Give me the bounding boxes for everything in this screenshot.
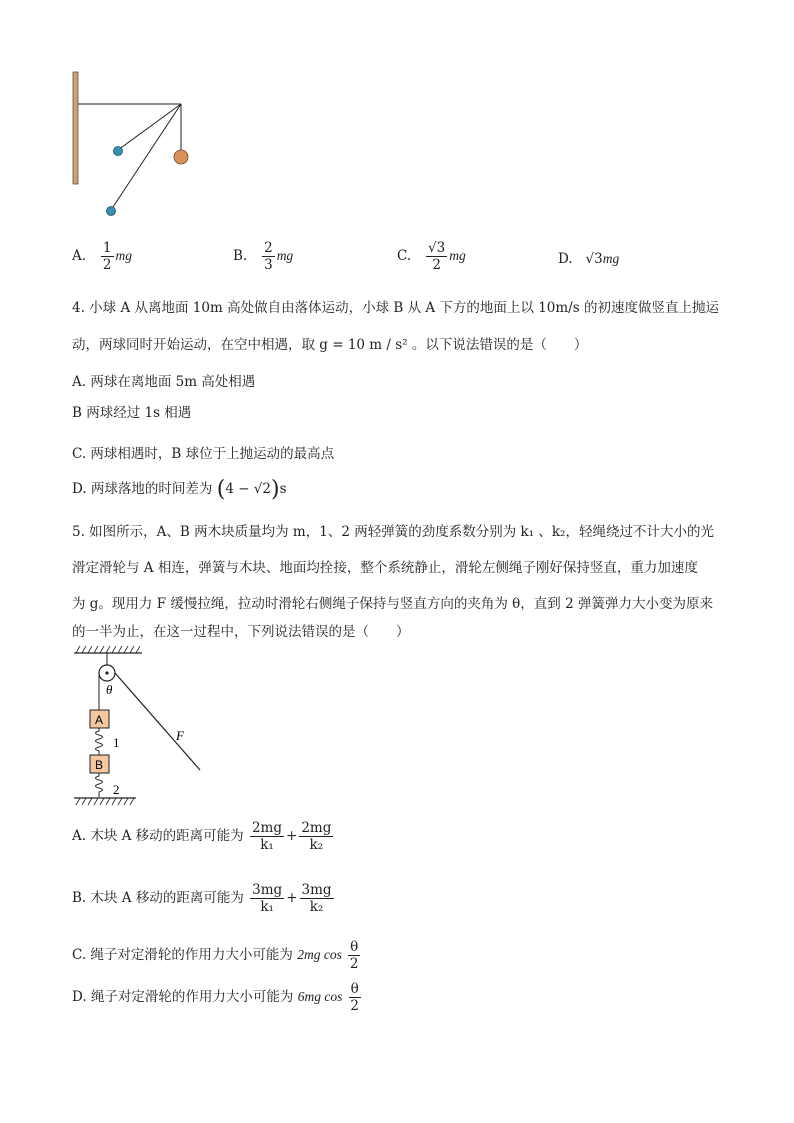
q5-option-b[interactable]: B. 木块 A 移动的距离可能为 $\frac{3mg}{\text{k₁}}$ + $\frac{3mg}{\text{k₂}}$: [72, 882, 332, 915]
q3-option-b[interactable]: B. $\frac{2}{3}$ mg: [233, 240, 294, 273]
pendulum-figure: [60, 68, 200, 220]
wall: [73, 72, 78, 184]
q4-stem-line2: 动，两球同时开始运动，在空中相遇，取 g = 10 m / s² 。以下说法错误的是（ ）: [72, 337, 588, 353]
option-text: D. 两球落地的时间差为: [72, 481, 213, 497]
coef: 2mg cos: [297, 947, 342, 962]
half-angle: $\frac{\theta}{2}$: [349, 939, 359, 972]
spring-2: [96, 773, 103, 797]
q5-option-c[interactable]: [72, 939, 362, 972]
q5-option-a[interactable]: A. 木块 A 移动的距离可能为 $\frac{2mg}{\text{k₁}}$ + $\frac{2mg}{\text{k₂}}$: [72, 820, 332, 853]
option-text: D. 绳子对定滑轮的作用力大小可能为: [72, 989, 294, 1005]
q5-option-d[interactable]: [72, 981, 363, 1014]
fraction: $\frac{2}{3}$: [264, 240, 273, 273]
pulley-spring-figure: [70, 642, 210, 812]
option-text: B. 木块 A 移动的距离可能为: [72, 890, 244, 906]
sqrt-expr: √3: [585, 251, 603, 267]
half-angle: $\frac{\theta}{2}$: [350, 981, 360, 1014]
fraction: $\frac{1}{2}$: [102, 240, 112, 273]
fraction-2: $\frac{2mg}{\text{k₂}}$: [301, 820, 332, 853]
unit: s: [279, 481, 287, 497]
small-ball-upper: [114, 147, 123, 156]
block-a-label: A: [95, 713, 104, 727]
spring-1-label: 1: [113, 735, 120, 750]
theta-label: θ: [106, 682, 113, 697]
q5-stem-line4: 的一半为止，在这一过程中，下列说法错误的是（ ）: [72, 624, 410, 640]
block-b-label: B: [95, 758, 104, 772]
q4-option-c[interactable]: C. 两球相遇时，B 球位于上抛运动的最高点: [72, 446, 335, 462]
q4-option-b[interactable]: B 两球经过 1s 相遇: [72, 405, 192, 421]
q3-option-a[interactable]: A. $\frac{1}{2}$ mg: [72, 240, 133, 273]
q4-stem-line1: 4. 小球 A 从离地面 10m 高处做自由落体运动，小球 B 从 A 下方的地面上以 10m/s 的初速度做竖直上抛运: [72, 300, 719, 316]
fraction-2: $\frac{3mg}{\text{k₂}}$: [301, 882, 332, 915]
large-ball: [174, 150, 188, 164]
paren-open: (: [216, 477, 226, 502]
force-label: F: [176, 728, 184, 743]
spring-1: [96, 728, 103, 755]
q5-stem-line3: 为 g。现用力 F 缓慢拉绳，拉动时滑轮右侧绳子保持与竖直方向的夹角为 θ，直到 2 弹簧弹力大小变为原来: [72, 596, 713, 612]
rope-right: [115, 673, 200, 770]
floor-hatch: [76, 798, 134, 805]
q3-option-d[interactable]: D. √3mg: [558, 251, 620, 267]
coef: 6mg cos: [297, 989, 343, 1004]
small-ball-lower: [107, 207, 116, 216]
string-short: [118, 104, 181, 150]
pulley-axle: [105, 671, 108, 674]
spring-2-label: 2: [113, 782, 120, 797]
option-text: A. 木块 A 移动的距离可能为: [72, 828, 244, 844]
option-text: C. 绳子对定滑轮的作用力大小可能为: [72, 947, 293, 963]
ceiling-hatch: [76, 646, 140, 653]
fraction-1: $\frac{2mg}{\text{k₁}}$: [251, 820, 283, 853]
option-letter: C.: [397, 248, 412, 264]
q4-option-a[interactable]: A. 两球在离地面 5m 高处相遇: [72, 374, 256, 390]
paren-close: ): [271, 477, 280, 502]
q5-stem-line2: 滑定滑轮与 A 相连，弹簧与木块、地面均拴接，整个系统静止，滑轮左侧绳子刚好保持竖直，重力加速度: [72, 560, 698, 576]
option-letter: D.: [558, 251, 573, 267]
string-long: [111, 104, 181, 210]
q4-option-d[interactable]: [72, 477, 287, 502]
fraction-1: $\frac{3mg}{\text{k₁}}$: [252, 882, 283, 915]
q5-stem-line1: 5. 如图所示，A、B 两木块质量均为 m，1、2 两轻弹簧的劲度系数分别为 k₁ 、k₂，轻绳绕过不计大小的光: [72, 524, 714, 540]
option-letter: A.: [72, 248, 87, 264]
q3-option-c[interactable]: C. $\frac{√3}{2}$ mg: [397, 240, 466, 273]
fraction: $\frac{√3}{2}$: [428, 240, 446, 273]
option-letter: B.: [233, 248, 248, 264]
time-expr: 4 − √2: [225, 481, 272, 497]
